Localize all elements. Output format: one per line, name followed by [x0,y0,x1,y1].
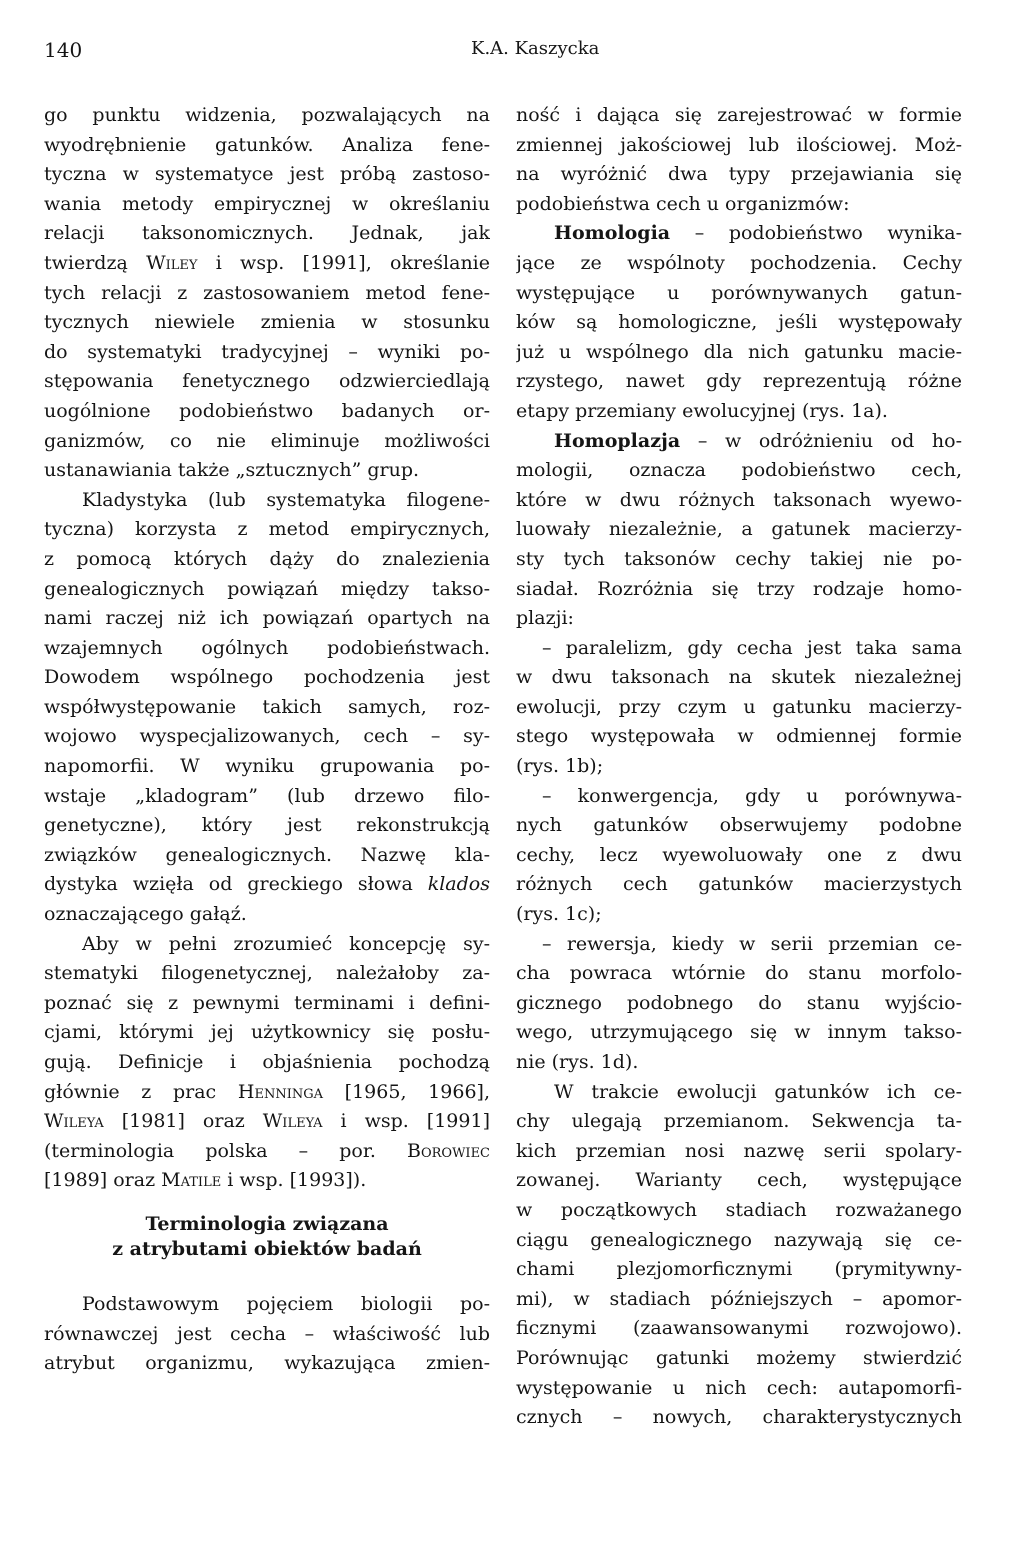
text-line: – konwergencja, gdy u porównywa- [542,784,962,807]
text-line: tycznych niewiele zmienia w stosunku [44,311,490,334]
text-line: kich przemian nosi nazwę serii spolary- [516,1139,962,1162]
text-line: na wyróżnić dwa typy przejawiania się [516,163,962,186]
text-line: zmiennej jakościowej lub ilościowej. Moż- [516,133,962,156]
text-line: podobieństwa cech u organizmów: [516,192,850,215]
author-name: Borowiec [407,1139,490,1162]
text-line: występujące u porównywanych gatun- [516,281,962,304]
text-line [516,219,962,249]
bold-term: Homologia [554,222,671,245]
text-line: chy ulegają przemianom. Sekwencja ta- [516,1110,962,1133]
text-line: nych gatunków obserwujemy podobne [516,814,962,837]
author-name: Wileya [262,1110,323,1133]
text-line: etapy przemiany ewolucyjnej (rys. 1a). [516,399,888,422]
text-line: cha powraca wtórnie do stanu morfolo- [516,962,962,985]
text-run: – w odróżnieniu od ho- [680,429,962,452]
text-line: stępowania fenetycznego odzwierciedlają [44,370,490,393]
text-line: stego występowała w odmiennej formie [516,725,962,748]
left-column-section-text [44,1290,490,1379]
text-line: chami plezjomorficznymi (prymitywny- [516,1258,962,1281]
text-run: i wsp. [1991], określanie [197,251,490,274]
text-line: wyodrębnienie gatunków. Analiza fene- [44,133,490,156]
text-line: genealogicznych powiązań między takso- [44,577,490,600]
text-line: (rys. 1c); [516,903,602,926]
text-line: związków genealogicznych. Nazwę kla- [44,843,490,866]
text-line: poznać się z pewnymi terminami i defini- [44,991,490,1014]
text-line: które w dwu różnych taksonach wyewo- [516,488,962,511]
italic-term: klados [427,873,490,896]
text-run: głównie z prac [44,1080,238,1103]
text-line: – rewersja, kiedy w serii przemian ce- [542,932,962,955]
text-line: równawczej jest cecha – właściwość lub [44,1322,490,1345]
text-line: z pomocą których dąży do znalezienia [44,547,490,570]
text-line: Porównując gatunki możemy stwierdzić [516,1346,962,1369]
text-line: Podstawowym pojęciem biologii po- [82,1293,490,1315]
text-line: nami raczej niż ich powiązań opartych na [44,607,490,630]
text-line: mologii, oznacza podobieństwo cech, [516,459,962,482]
section-heading-line-1: Terminologia związana [145,1213,389,1235]
text-line: wstaje „kladogram” (lub drzewo filo- [44,784,490,807]
text-run: twierdzą [44,251,147,274]
text-line: wego, utrzymującego się w innym takso- [516,1021,962,1044]
text-run: – podobieństwo wynika- [670,222,962,245]
text-line: ność i dająca się zarejestrować w formie [516,104,962,126]
right-column-text [516,101,962,1433]
text-run: [1989] oraz [44,1169,162,1192]
text-line: do systematyki tradycyjnej – wyniki po- [44,340,490,363]
text-line: stematyki filogenetycznej, należałoby za- [44,962,490,985]
text-line: ganizmów, co nie eliminuje możliwości [44,429,490,452]
text-line: – paralelizm, gdy cecha jest taka sama [542,636,962,659]
text-line: atrybut organizmu, wykazująca zmien- [44,1352,490,1375]
text-line: tyczna) korzysta z metod empirycznych, [44,518,490,541]
text-line: ków są homologiczne, jeśli występowały [516,311,962,334]
text-line: występowanie u nich cech: autapomorfi- [516,1376,962,1399]
text-line [44,1107,490,1137]
text-line: siadał. Rozróżnia się trzy rodzaje homo- [516,577,962,600]
text-line: relacji taksonomicznych. Jednak, jak [44,222,490,245]
text-line: ficznymi (zaawansowanymi rozwojowo). [516,1317,962,1340]
page-header [44,38,980,68]
text-line: ustanawiania także „sztucznych” grup. [44,459,420,482]
text-line: cjami, którymi jej użytkownicy się posłu- [44,1021,490,1044]
text-line: cechy, lecz wyewoluowały one z dwu [516,843,962,866]
text-line: już u wspólnego dla nich gatunku macie- [516,340,962,363]
text-line: tyczna w systematyce jest próbą zastoso- [44,163,490,186]
text-line: rzystego, nawet gdy reprezentują różne [516,370,962,393]
text-line: wojowo wyspecjalizowanych, cech – sy- [44,725,490,748]
text-line: ciągu genealogicznego nazywają się ce- [516,1228,962,1251]
text-line: plazji: [516,607,574,630]
text-line: zowanej. Warianty cech, występujące [516,1169,962,1192]
text-line: genetyczne), który jest rekonstrukcją [44,814,490,837]
text-line: oznaczającego gałąź. [44,903,247,926]
section-heading [44,1212,490,1262]
text-line: mi), w stadiach późniejszych – apomor- [516,1287,962,1310]
text-line: gują. Definicje i objaśnienia pochodzą [44,1051,490,1073]
text-line: współwystępowanie takich samych, roz- [44,695,490,718]
text-run: i wsp. [1991] [322,1110,490,1133]
text-line [44,1137,490,1167]
text-line: W trakcie ewolucji gatunków ich ce- [554,1080,962,1103]
text-line: napomorfii. W wyniku grupowania po- [44,755,490,778]
author-name: Matile [161,1169,222,1192]
left-column-text [44,101,490,1196]
text-line: nie (rys. 1d). [516,1051,639,1073]
text-line: sty tych taksonów cechy takiej nie po- [516,547,962,570]
page-number: 140 [44,38,83,62]
text-line [44,1166,490,1196]
text-line: ewolucji, przy czym u gatunku macierzy- [516,695,962,718]
text-line: jące ze wspólnoty pochodzenia. Cechy [516,251,962,274]
text-line [44,249,490,279]
author-name: Wileya [44,1110,104,1133]
bold-term: Homoplazja [554,429,681,452]
author-name: Henninga [237,1080,323,1103]
text-run: i wsp. [1993]). [221,1169,367,1192]
text-line: uogólnione podobieństwo badanych or- [44,399,490,422]
text-line: wzajemnych ogólnych podobieństwach. [44,636,490,659]
text-run: [1981] oraz [103,1110,263,1133]
text-line: wania metody empirycznej w określaniu [44,192,490,215]
text-line: (rys. 1b); [516,755,604,778]
section-heading-line-2: z atrybutami obiektów badań [112,1238,422,1260]
text-run: (terminologia polska – por. [44,1139,407,1162]
author-name: Wiley [146,251,198,274]
text-line [516,427,962,457]
text-run: [1965, 1966], [322,1080,490,1103]
text-line: cznych – nowych, charakterystycznych [516,1406,962,1429]
text-line: Dowodem wspólnego pochodzenia jest [44,666,490,689]
text-line: w dwu taksonach na skutek niezależnej [516,666,962,689]
text-line: Aby w pełni zrozumieć koncepcję sy- [82,932,490,955]
text-line [44,870,490,900]
text-line: Kladystyka (lub systematyka filogene- [82,488,490,511]
text-line: tych relacji z zastosowaniem metod fene- [44,281,490,304]
text-line: w początkowych stadiach rozważanego [516,1198,962,1221]
text-line [44,1078,490,1108]
text-line: luowały niezależnie, a gatunek macierzy- [516,518,962,541]
text-line: gicznego podobnego do stanu wyjścio- [516,991,962,1014]
text-line: go punktu widzenia, pozwalających na [44,104,490,126]
text-run: dystyka wzięła od greckiego słowa [44,873,428,896]
running-head-author: K.A. Kaszycka [471,38,600,59]
text-line: różnych cech gatunków macierzystych [516,873,962,896]
